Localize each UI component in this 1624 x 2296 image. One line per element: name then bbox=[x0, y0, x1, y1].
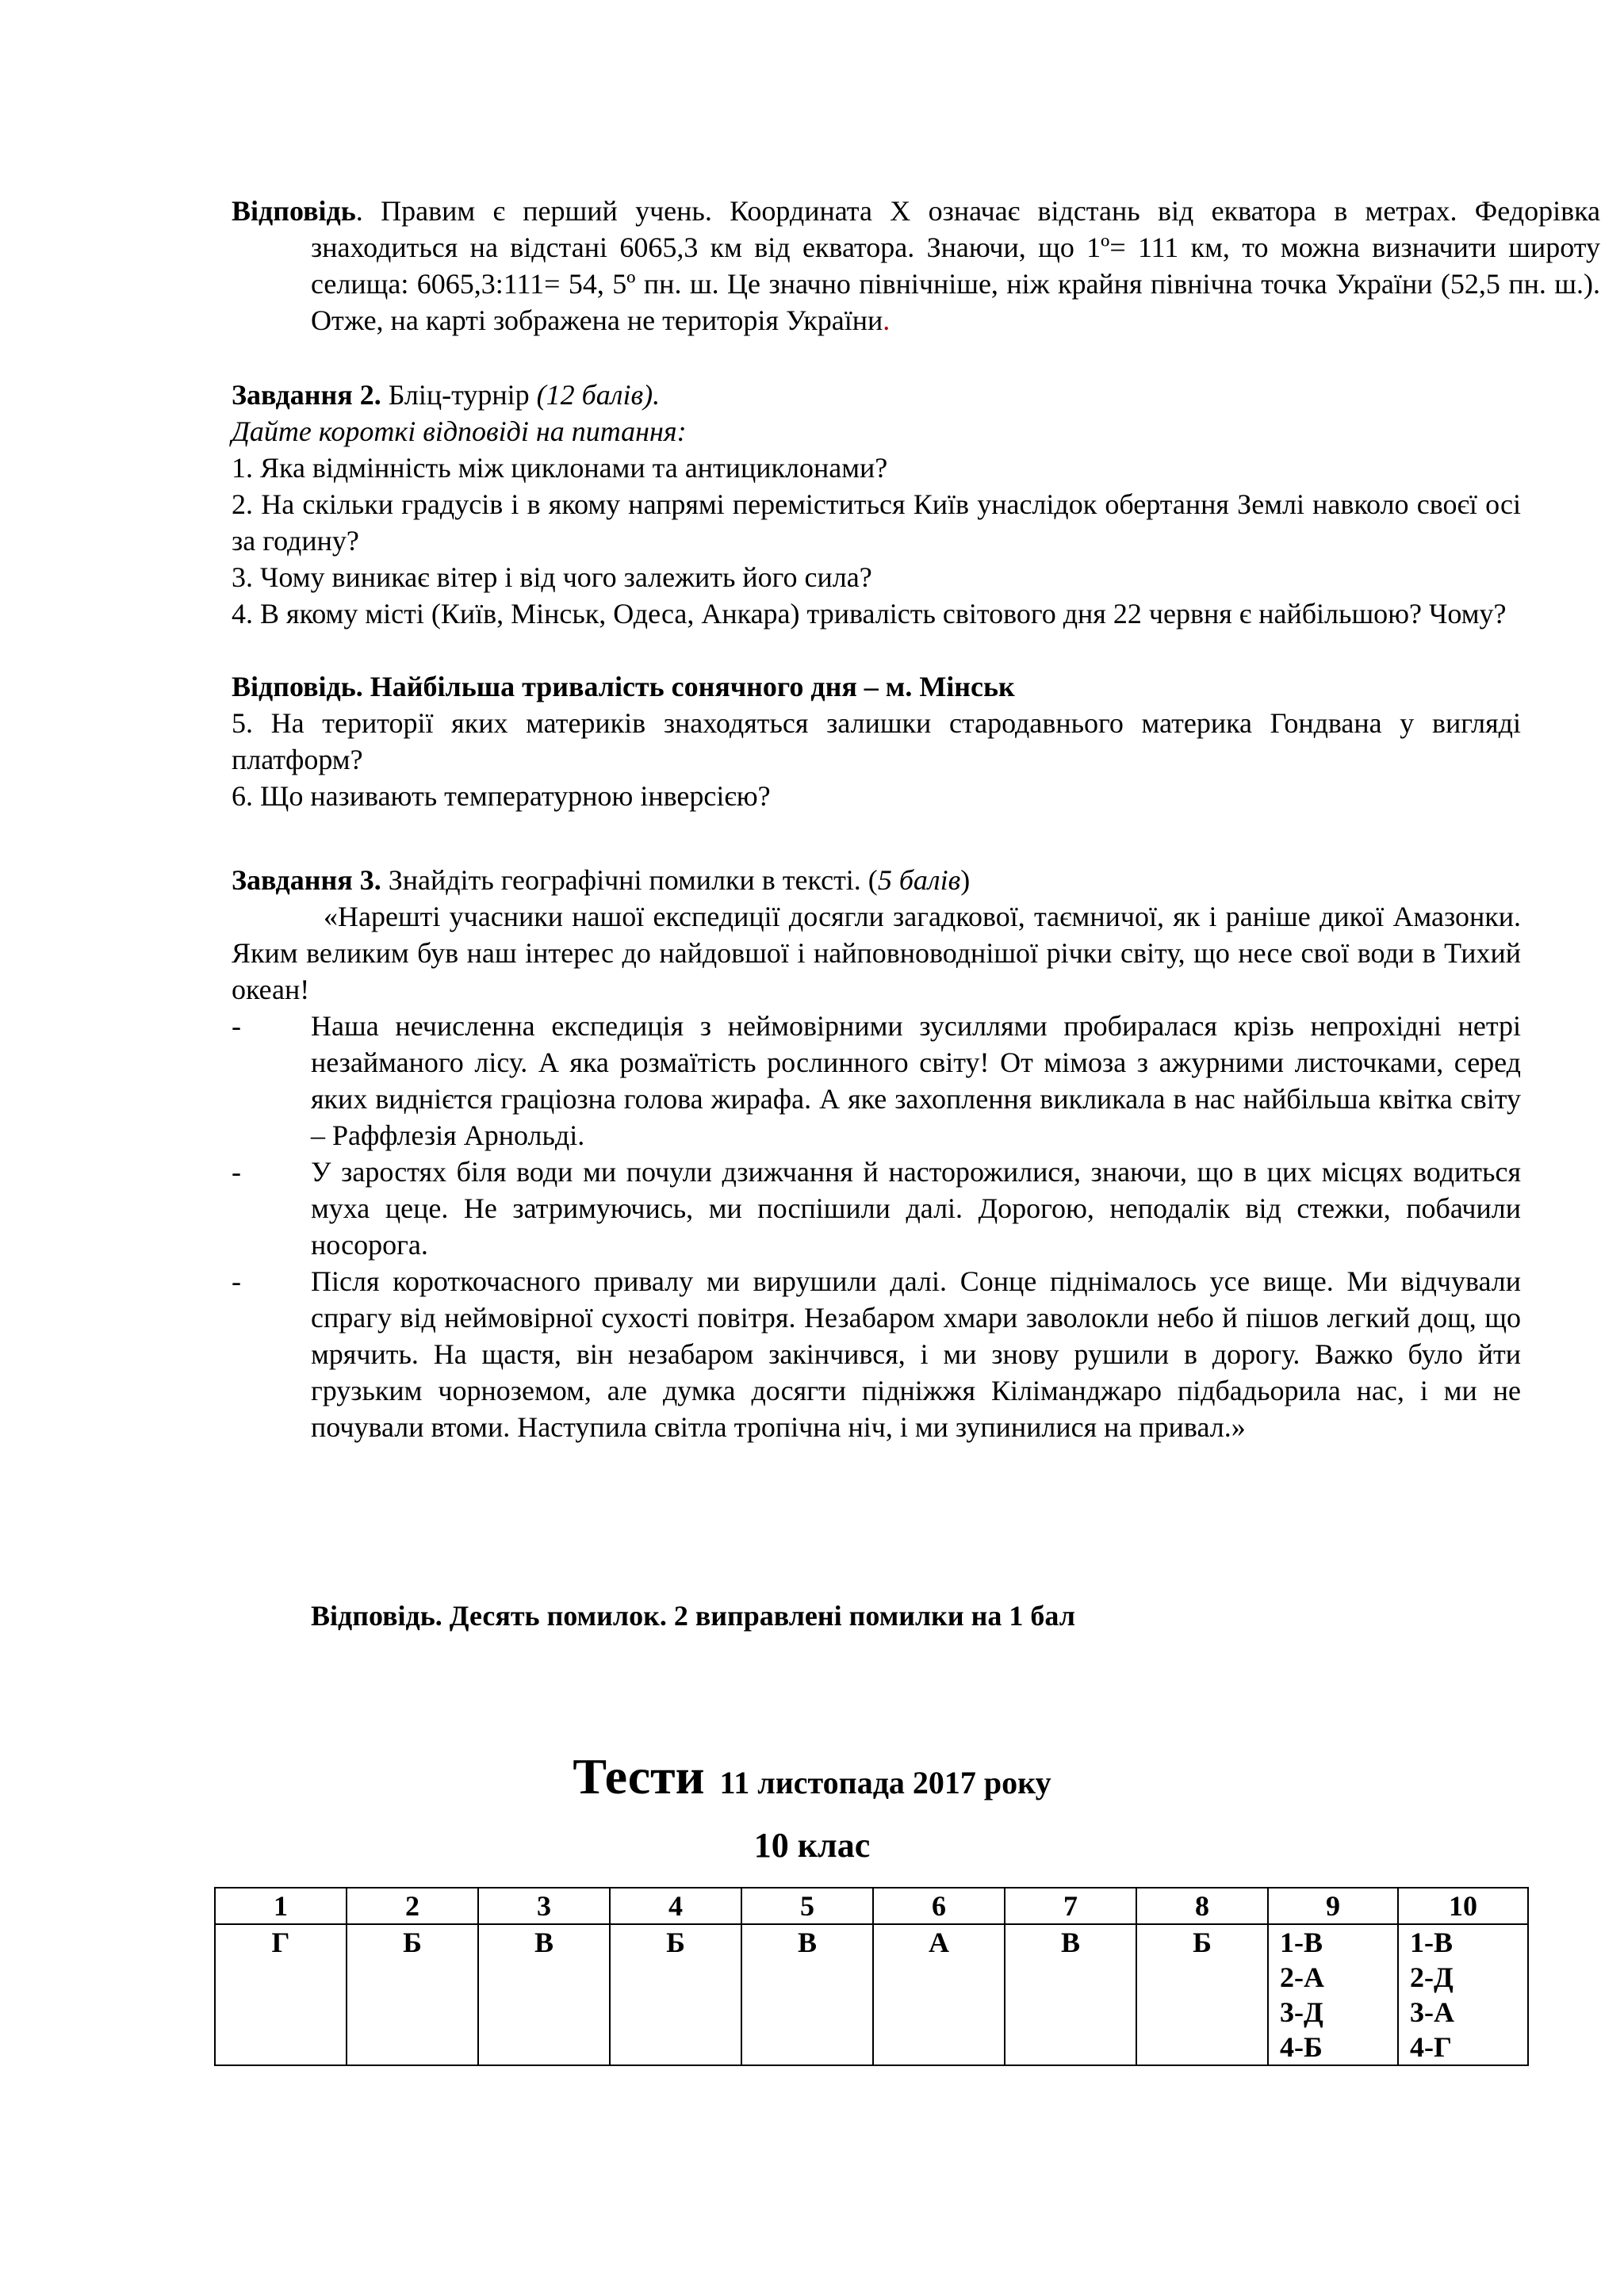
table-header-cell: 6 bbox=[873, 1888, 1005, 1924]
question-3: 3. Чому виникає вітер і від чого залежить його сила? bbox=[232, 561, 872, 593]
list-item-text: Наша нечисленна експедиція з неймовірними зусиллями пробиралася крізь непрохідні нетрі незайманого лісу. А яка розмаїтість рослинного світу! От мімоза з ажурними листочками, серед яких виднієтся граціозна голова жирафа. А яке захоплення викликала в нас найбільша квітка світу – Раффлезія Арнольді. bbox=[311, 1010, 1521, 1151]
list-item-text: Після короткочасного привалу ми вирушили далі. Сонце піднімалось усе вище. Ми відчували спрагу від неймовірної сухості повітря. Незабаром хмари заволокли небо й пішов легкий дощ, що мрячить. На щастя, він незабаром закінчився, і ми знову рушили в дорогу. Важко було йти грузьким чорноземом, але думка досягти підніжжя Кіліманджаро підбадьорила нас, і ми не почували втоми. Наступила світла тропічна ніч, і ми зупинилися на привал.» bbox=[311, 1265, 1521, 1443]
tests-title bbox=[0, 1748, 1624, 1812]
match-line: 4-Г bbox=[1410, 2031, 1452, 2063]
task-3-heading bbox=[232, 862, 1521, 898]
table-header-row bbox=[215, 1888, 1528, 1924]
table-header-cell: 8 bbox=[1136, 1888, 1268, 1924]
answer-end-mark: . bbox=[883, 304, 891, 336]
match-line: 3-А bbox=[1410, 1996, 1454, 2028]
task-2-title: Бліц-турнір bbox=[381, 379, 537, 411]
table-header-cell: 1 bbox=[215, 1888, 347, 1924]
task-2-label: Завдання 2. bbox=[232, 379, 381, 411]
tests-title-date: 11 листопада 2017 року bbox=[719, 1765, 1051, 1800]
list-dash: - bbox=[232, 1010, 241, 1042]
table-cell-matching bbox=[1268, 1924, 1398, 2065]
task-3-answer: Відповідь. Десять помилок. 2 виправлені помилки на 1 бал bbox=[311, 1600, 1075, 1632]
table-answer-row bbox=[215, 1924, 1528, 2065]
task-3-intro: «Нарешті учасники нашої експедиції досягли загадкової, таємничої, як і раніше дикої Амазонки. Яким великим був наш інтерес до найдовшої і найповноводнішої річки світу, що несе свої води в Тихий океан! bbox=[232, 901, 1521, 1005]
task-3-label: Завдання 3. bbox=[232, 864, 381, 896]
match-line: 1-В bbox=[1280, 1927, 1323, 1958]
answer-paragraph-1 bbox=[232, 193, 1600, 339]
task-3-list bbox=[232, 1008, 1521, 1445]
table-cell: Б bbox=[1136, 1924, 1268, 2065]
table-cell: В bbox=[1005, 1924, 1136, 2065]
list-item-text: У заростях біля води ми почули дзижчання й насторожилися, знаючи, що в цих місцях водиться муха цеце. Не затримуючись, ми поспішили далі. Дорогою, неподалік від стежки, побачили носорога. bbox=[311, 1156, 1521, 1261]
tests-grade: 10 клас bbox=[753, 1826, 871, 1865]
tests-title-main: Тести bbox=[573, 1748, 705, 1804]
table-cell-matching bbox=[1398, 1924, 1528, 2065]
question-4: 4. В якому місті (Київ, Мінськ, Одеса, Анкара) тривалість світового дня 22 червня є найбільшою? Чому? bbox=[232, 598, 1507, 629]
table-cell: В bbox=[478, 1924, 610, 2065]
match-line: 2-Д bbox=[1410, 1961, 1454, 1993]
table-header-cell: 5 bbox=[741, 1888, 873, 1924]
list-item bbox=[232, 1008, 1521, 1154]
task-2-points: (12 балів). bbox=[536, 379, 661, 411]
question-1: 1. Яка відмінність між циклонами та антициклонами? bbox=[232, 452, 888, 484]
table-cell: Б bbox=[610, 1924, 741, 2065]
task-2-heading bbox=[232, 377, 1521, 413]
table-cell: Г bbox=[215, 1924, 347, 2065]
answer-label: Відповідь bbox=[232, 195, 356, 227]
table-header-cell: 2 bbox=[347, 1888, 478, 1924]
list-item bbox=[232, 1263, 1521, 1445]
list-dash: - bbox=[232, 1156, 241, 1188]
table-header-cell: 4 bbox=[610, 1888, 741, 1924]
question-6: 6. Що називають температурною інверсією? bbox=[232, 780, 771, 812]
list-item bbox=[232, 1154, 1521, 1263]
answers-table bbox=[214, 1887, 1529, 2066]
answer-text: . Правим є перший учень. Координата Х означає відстань від екватора в метрах. Федорівка знаходиться на відстані 6065,3 км від екватора. Знаючи, що 1º= 111 км, то можна визначити широту селища: 6065,3:111= 54, 5º пн. ш. Це значно північніше, ніж крайня північна точка України (52,5 пн. ш.). Отже, на карті зображена не територія України bbox=[311, 195, 1600, 336]
table-header-cell: 9 bbox=[1268, 1888, 1398, 1924]
task-3-points: 5 балів bbox=[877, 864, 961, 896]
match-line: 4-Б bbox=[1280, 2031, 1323, 2063]
table-cell: В bbox=[741, 1924, 873, 2065]
table-cell: А bbox=[873, 1924, 1005, 2065]
task-3-title: Знайдіть географічні помилки в тексті. ( bbox=[381, 864, 878, 896]
question-2: 2. На скільки градусів і в якому напрямі переміститься Київ унаслідок обертання Землі навколо своєї осі за годину? bbox=[232, 488, 1521, 557]
table-cell: Б bbox=[347, 1924, 478, 2065]
task-3-close: ) bbox=[960, 864, 971, 896]
task-2-instruction: Дайте короткі відповіді на питання: bbox=[232, 415, 687, 447]
match-line: 3-Д bbox=[1280, 1996, 1323, 2028]
table-header-cell: 10 bbox=[1398, 1888, 1528, 1924]
list-dash: - bbox=[232, 1265, 241, 1297]
match-line: 1-В bbox=[1410, 1927, 1453, 1958]
table-header-cell: 3 bbox=[478, 1888, 610, 1924]
table-header-cell: 7 bbox=[1005, 1888, 1136, 1924]
question-5: 5. На території яких материків знаходяться залишки стародавнього материка Гондвана у вигляді платформ? bbox=[232, 707, 1521, 775]
match-line: 2-А bbox=[1280, 1961, 1324, 1993]
task-2-answer: Відповідь. Найбільша тривалість сонячного дня – м. Мінськ bbox=[232, 671, 1015, 702]
